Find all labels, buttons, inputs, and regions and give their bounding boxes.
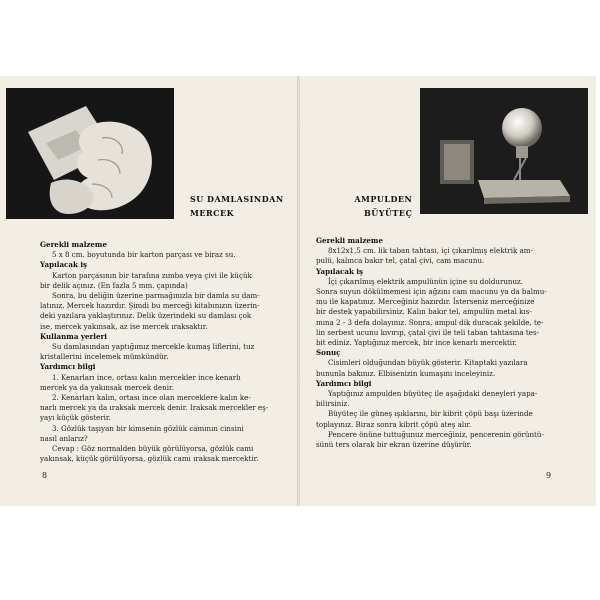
text-line: nasıl anlarız? [40,433,88,443]
text-line: yayı küçük gösterir. [40,413,111,423]
section-heading: Sonuç [316,348,341,358]
right-page-body [316,236,584,450]
photo-illustration [6,88,174,219]
section-heading: Yardımcı bilgi [316,378,372,388]
text-line: 2. Kenarları kalın, ortası ince olan merceklere kalın ke- [52,393,251,403]
section-heading: Yapılacak iş [316,266,364,276]
text-line: Cevap : Göz normalden büyük görülüyorsa, gözlük camı [52,444,254,454]
text-line: Büyüteç ile güneş ışıklarını, bir kibrit çöpü başı üzerinde [328,409,533,419]
text-line: Su damlasından yaptığımız mercekle kumaş liflerini, tuz [52,342,255,352]
photo-illustration [420,88,588,214]
left-page [0,76,298,506]
text-line: mercek ya da yakınsak mercek denir. [40,382,174,392]
text-line: 8x12x1,5 cm. lik taban tahtası, içi çıkarılmış elektrik am- [328,246,533,256]
right-title-line2: BÜYÜTEÇ [364,208,413,218]
section-heading: Gerekli malzeme [316,236,383,245]
left-title-line1: SU DAMLASINDAN [190,194,284,204]
text-line: Pencere önüne tuttuğunuz merceğiniz, pencerenin görüntü- [328,429,544,439]
text-line: lin serbest ucunu kıvırıp, çatal çivi ile teli taban tahtasına tes- [316,327,539,337]
section-heading: Gerekli malzeme [40,240,107,249]
text-line: latınız. Mercek hazırdır. Şimdi bu merceği kitabınızın üzerin- [40,301,260,311]
right-page-number: 9 [546,471,552,480]
hand-holding-card-photo [6,88,174,219]
text-line: mu ile kapatınız. Merceğiniz hazırdır. İsterseniz merceğinize [316,297,535,307]
text-line: bilirsiniz. [316,399,350,409]
text-line: kristallerini incelemek mümkündür. [40,352,169,362]
text-line: 3. Gözlük taşıyan bir kimsenin gözlük camının cinsini [52,423,244,433]
text-line: 1. Kenarları ince, ortası kalın mercekler ince kenarlı [52,372,241,382]
right-title-line1: AMPULDEN [354,194,413,204]
text-line: 5 x 8 cm. boyutunda bir karton parçası ve biraz su. [52,250,236,260]
text-line: mına 2 - 3 defa dolayınız. Sonra, ampul dik duracak şekilde, te- [316,317,544,327]
section-heading: Yardımcı bilgi [40,362,96,372]
bulb-magnifier-photo [420,88,588,214]
text-line: İçi çıkarılmış elektrik ampulünün içine su doldurunuz. [328,276,524,286]
text-line: Cisimleri olduğundan büyük gösterir. Kitaptaki yazılara [328,358,528,368]
text-line: Sonra suyun dökülmemesi için ağzını cam macunu ya da balmu- [316,287,547,297]
left-page-body [40,240,286,464]
left-page-number: 8 [42,471,48,480]
text-line: Yaptığınız ampulden büyüteç ile aşağıdaki deneyleri yapa- [328,389,538,399]
text-line: pulü, kalınca bakır tel, çatal çivi, cam macunu. [316,256,485,266]
right-page [300,76,596,506]
section-heading: Yapılacak iş [40,260,88,270]
text-line: bununla bakınız. Elbisenizin kumaşını inceleyiniz. [316,368,496,378]
text-line: bir delik açınız. (En fazla 5 mm. çapında) [40,280,188,290]
text-line: yakınsak, küçük görülüyorsa, gözlük camı ıraksak mercektir. [40,454,259,464]
text-line: narlı mercek ya da ıraksak mercek denir. Iraksak mercekler eş- [40,403,269,413]
left-title-line2: MERCEK [190,208,235,218]
text-line: bir destek yapabilirsiniz. Kalın bakır tel, ampulün metal kıs- [316,307,532,317]
text-line: Karton parçasının bir tarafına zımba veya çivi ile küçük [52,270,252,280]
text-line: bit ediniz. Yaptığınız mercek, bir ince kenarlı mercektir. [316,338,517,348]
section-heading: Kullanma yerleri [40,331,107,341]
text-line: Sonra, bu deliğin üzerine parmağınızla bir damla su dam- [52,291,260,301]
left-page-title [190,192,284,220]
text-line: deki yazılara yaklaştırınız. Delik üzerindeki su damlası çok [40,311,252,321]
right-page-title [354,192,412,220]
text-line: ise, mercek yakınsak, az ise mercek ıraksaktır. [40,321,208,331]
text-line: sünü ters olarak bir ekran üzerine düşürür. [316,440,472,450]
text-line: toplayınız. Biraz sonra kibrit çöpü ateş alır. [316,419,472,429]
